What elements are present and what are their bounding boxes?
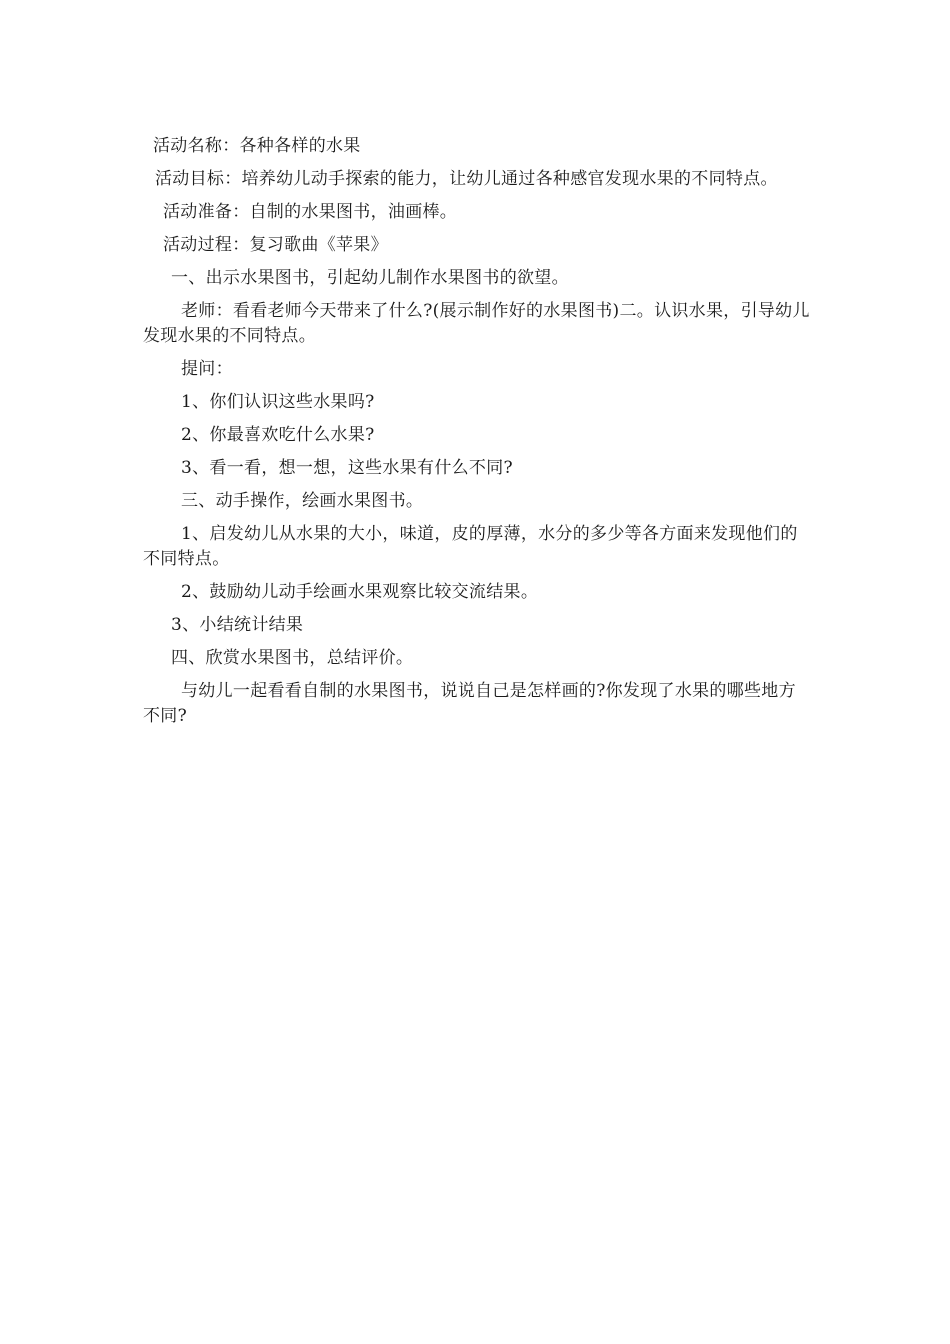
- step-one: 一、出示水果图书，引起幼儿制作水果图书的欲望。: [171, 268, 569, 288]
- activity-preparation: 活动准备：自制的水果图书，油画棒。: [163, 202, 458, 222]
- step-three-item: 2、鼓励幼儿动手绘画水果观察比较交流结果。: [181, 582, 539, 602]
- step-three-item: 3、小结统计结果: [171, 615, 304, 635]
- activity-process: 活动过程：复习歌曲《苹果》: [163, 235, 388, 255]
- question-item: 3、看一看，想一想，这些水果有什么不同?: [181, 458, 513, 478]
- activity-name: 活动名称：各种各样的水果: [153, 136, 361, 156]
- step-four: 四、欣赏水果图书，总结评价。: [171, 648, 414, 668]
- activity-goal: 活动目标：培养幼儿动手探索的能力，让幼儿通过各种感官发现水果的不同特点。: [155, 169, 778, 189]
- question-heading: 提问：: [181, 359, 233, 379]
- question-item: 1、你们认识这些水果吗?: [181, 392, 375, 412]
- closing-paragraph: 与幼儿一起看看自制的水果图书，说说自己是怎样画的?你发现了水果的哪些地方不同?: [143, 681, 796, 726]
- question-item: 2、你最喜欢吃什么水果?: [181, 425, 375, 445]
- step-three: 三、动手操作，绘画水果图书。: [181, 491, 424, 511]
- teacher-line: 老师：看看老师今天带来了什么?(展示制作好的水果图书)二。认识水果，引导幼儿发现水果的不同特点。: [143, 301, 810, 346]
- step-three-item: 1、启发幼儿从水果的大小，味道，皮的厚薄，水分的多少等各方面来发现他们的不同特点。: [143, 524, 798, 569]
- document-body: [143, 134, 813, 737]
